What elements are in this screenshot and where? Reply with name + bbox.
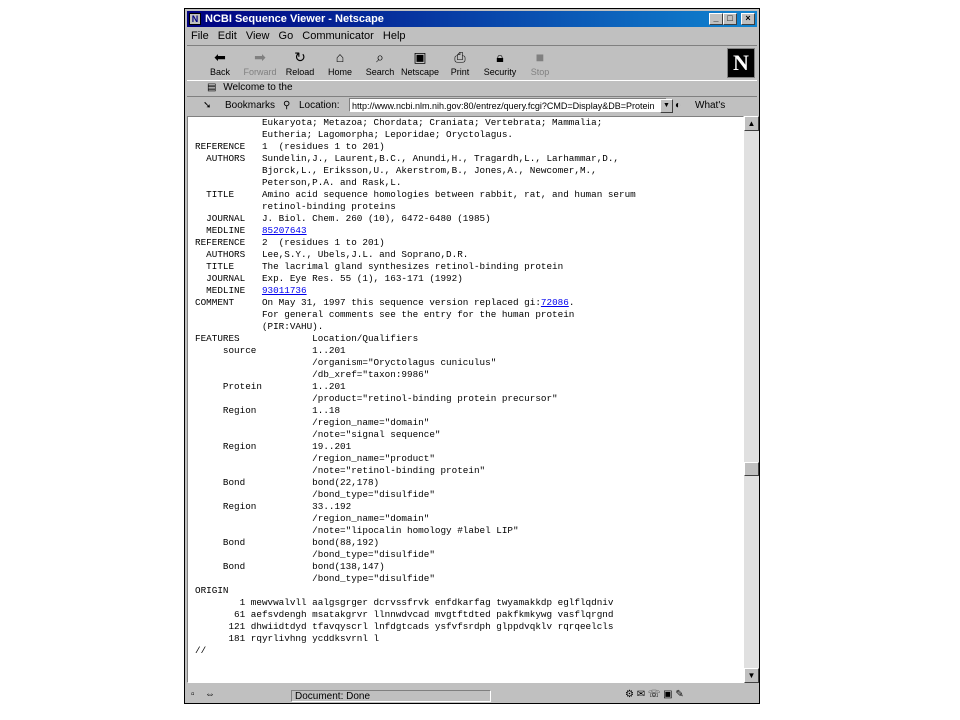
component-bar-icons[interactable]: ⚙ ✉ ☏ ▣ ✎ [625, 689, 684, 700]
forward-button[interactable] [241, 48, 279, 78]
scroll-thumb[interactable] [744, 462, 759, 476]
record-text: AUTHORS Sundelin,J., Laurent,B.C., Anundi,H., Tragardh,L., Larhammar,D., [195, 153, 620, 164]
location-toolbar [187, 97, 757, 115]
record-text: source 1..201 [195, 345, 346, 356]
record-text: 1 mewvwalvll aalgsgrger dcrvssfrvk enfdkarfag twyamakkdp eglflqdniv [195, 597, 614, 608]
personal-toolbar-item[interactable]: Welcome to the [223, 82, 293, 93]
search-button[interactable] [361, 48, 399, 78]
record-text: ORIGIN [195, 585, 229, 596]
whats-related-button[interactable]: What's [695, 100, 726, 111]
menu-communicator[interactable]: Communicator [302, 30, 374, 42]
vertical-scrollbar[interactable] [744, 116, 759, 683]
record-text: JOURNAL J. Biol. Chem. 260 (10), 6472-6480 (1985) [195, 213, 491, 224]
home-button[interactable] [321, 48, 359, 78]
menu-file[interactable]: File [191, 30, 209, 42]
minimize-button[interactable]: _ [709, 13, 723, 25]
record-text: COMMENT On May 31, 1997 this sequence version replaced gi: [195, 297, 541, 308]
home-label: Home [327, 67, 352, 77]
record-text: . [568, 297, 575, 308]
record-text: Bond bond(88,192) [195, 537, 380, 548]
security-lock-icon[interactable]: ▫ [191, 689, 195, 700]
forward-icon: ➡ [254, 49, 266, 65]
record-text: /note="lipocalin homology #label LIP" [195, 525, 519, 536]
record-text: FEATURES Location/Qualifiers [195, 333, 419, 344]
print-icon: ⎙ [454, 49, 466, 65]
security-icon: 🔒︎ [496, 49, 504, 65]
bookmarks-button[interactable]: Bookmarks [225, 100, 276, 111]
window-title: NCBI Sequence Viewer - Netscape [205, 13, 384, 25]
record-text: 181 rqyrlivhng ycddksvrnl l [195, 633, 380, 644]
record-text: Region 19..201 [195, 441, 352, 452]
stop-label: Stop [530, 67, 550, 77]
record-text: TITLE Amino acid sequence homologies between rabbit, rat, and human serum [195, 189, 636, 200]
bookmark-page-icon: ▤ [207, 82, 217, 93]
record-text: Region 33..192 [195, 501, 352, 512]
record-link[interactable]: 93011736 [261, 285, 307, 296]
whats-related-icon: ◐ [675, 100, 682, 111]
record-text: Bjorck,L., Eriksson,U., Akerstrom,B., Jones,A., Newcomer,M., [195, 165, 597, 176]
menu-go[interactable]: Go [278, 30, 294, 42]
back-icon: ⬅ [214, 49, 226, 65]
personal-toolbar [187, 80, 757, 97]
record-text: For general comments see the entry for the human protein [195, 309, 575, 320]
home-icon: ⌂ [335, 49, 345, 65]
record-text: JOURNAL Exp. Eye Res. 55 (1), 163-171 (1992) [195, 273, 463, 284]
record-text: Bond bond(22,178) [195, 477, 380, 488]
forward-label: Forward [243, 67, 277, 77]
record-text: /note="retinol-binding protein" [195, 465, 486, 476]
netscape-logo[interactable]: N [727, 48, 755, 78]
page-content [187, 116, 744, 683]
menu-bar [187, 28, 757, 44]
scroll-down-button[interactable]: ▼ [744, 668, 759, 683]
record-text: /bond_type="disulfide" [195, 549, 435, 560]
record-text: /bond_type="disulfide" [195, 573, 435, 584]
status-bar [187, 689, 757, 703]
record-text: /region_name="product" [195, 453, 435, 464]
record-text: Eukaryota; Metazoa; Chordata; Craniata; Vertebrata; Mammalia; [195, 117, 603, 128]
print-button[interactable] [441, 48, 479, 78]
connection-icon: ⇔ [205, 689, 215, 700]
record-text: AUTHORS Lee,S.Y., Ubels,J.L. and Soprano,D.R. [195, 249, 469, 260]
reload-label: Reload [285, 67, 315, 77]
print-label: Print [450, 67, 470, 77]
url-field[interactable]: http://www.ncbi.nlm.nih.gov:80/entrez/query.fcgi?CMD=Display&DB=Protein [349, 98, 667, 112]
sequence-record [188, 117, 743, 657]
security-label: Security [483, 67, 517, 77]
netscape-icon: ▣ [413, 49, 427, 65]
record-text: (PIR:VAHU). [195, 321, 324, 332]
menu-view[interactable]: View [245, 30, 270, 42]
security-button[interactable] [481, 48, 519, 78]
title-bar[interactable] [187, 11, 757, 27]
record-text: REFERENCE 2 (residues 1 to 201) [195, 237, 385, 248]
close-button[interactable]: × [741, 13, 755, 25]
record-text: /note="signal sequence" [195, 429, 441, 440]
menu-help[interactable]: Help [382, 30, 406, 42]
record-text: /region_name="domain" [195, 513, 430, 524]
record-text: REFERENCE 1 (residues 1 to 201) [195, 141, 385, 152]
record-text: 121 dhwiidtdyd tfavqyscrl lnfdgtcads ysfvfsrdph glppdvqklv rqrqeelcls [195, 621, 614, 632]
record-text: Protein 1..201 [195, 381, 346, 392]
navigation-toolbar [187, 45, 757, 81]
reload-icon: ↻ [294, 49, 306, 65]
record-text: Bond bond(138,147) [195, 561, 385, 572]
record-link[interactable]: 85207643 [261, 225, 307, 236]
record-text: /region_name="domain" [195, 417, 430, 428]
status-text: Document: Done [291, 690, 491, 702]
record-text: // [195, 645, 207, 656]
menu-edit[interactable]: Edit [217, 30, 237, 42]
netscape-button[interactable] [401, 48, 439, 78]
location-icon: ⚲ [283, 100, 291, 111]
record-text: /db_xref="taxon:9986" [195, 369, 430, 380]
record-link[interactable]: 72086 [540, 297, 569, 308]
record-text: MEDLINE [195, 285, 262, 296]
stop-button[interactable] [521, 48, 559, 78]
record-text: /bond_type="disulfide" [195, 489, 435, 500]
search-icon: ⌕ [376, 49, 384, 65]
search-label: Search [365, 67, 395, 77]
reload-button[interactable] [281, 48, 319, 78]
back-label: Back [209, 67, 230, 77]
record-text: /product="retinol-binding protein precursor" [195, 393, 558, 404]
record-text: /organism="Oryctolagus cuniculus" [195, 357, 497, 368]
netscape-app-icon[interactable]: N [189, 13, 201, 25]
record-text: MEDLINE [195, 225, 262, 236]
record-text: 61 aefsvdengh msatakgrvr llnnwdvcad mvgtftdted pakfkmkywg vasflqrgnd [195, 609, 614, 620]
record-text: Peterson,P.A. and Rask,L. [195, 177, 402, 188]
browser-window [184, 8, 760, 704]
record-text: Eutheria; Lagomorpha; Leporidae; Oryctolagus. [195, 129, 514, 140]
record-text: Region 1..18 [195, 405, 341, 416]
record-text: TITLE The lacrimal gland synthesizes retinol-binding protein [195, 261, 564, 272]
stop-icon: ■ [535, 49, 545, 65]
record-text: retinol-binding proteins [195, 201, 396, 212]
netscape-label: Netscape [401, 67, 440, 77]
back-button[interactable] [201, 48, 239, 78]
bookmarks-icon: ➘ [203, 100, 212, 111]
maximize-button[interactable]: □ [723, 13, 737, 25]
location-label: Location: [299, 100, 340, 111]
url-dropdown-button[interactable]: ▼ [660, 99, 673, 113]
scroll-up-button[interactable]: ▲ [744, 116, 759, 131]
